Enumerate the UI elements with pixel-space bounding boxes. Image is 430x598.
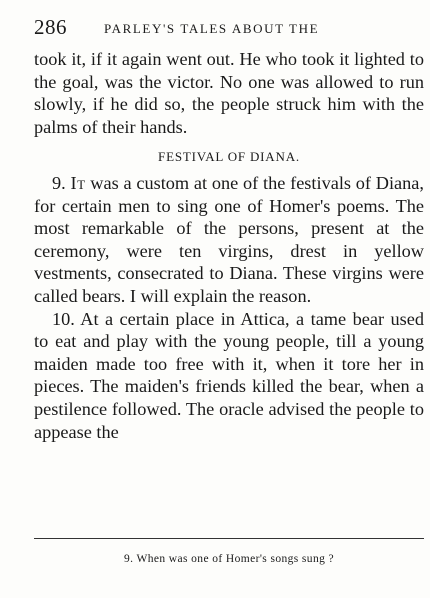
section-heading: FESTIVAL OF DIANA. xyxy=(158,149,300,165)
paragraph-10: 10. At a certain place in Attica, a tame bear used to eat and play with the young people, till a young maiden made too free with it, when it tore her in pieces. The maiden's friends killed the bear, when a pestilence followed. The oracle advised the people to appease the xyxy=(34,308,424,442)
footnote-divider xyxy=(34,538,424,539)
paragraph-9-lead-word: It xyxy=(70,172,86,193)
body-text xyxy=(34,48,424,443)
running-head xyxy=(34,15,424,39)
study-question: 9. When was one of Homer's songs sung ? xyxy=(123,553,335,565)
paragraph-9 xyxy=(34,172,424,308)
paragraph-9-text: was a custom at one of the festivals of Diana, for certain men to sing one of Homer's poems. The most remarkable of the persons, present at the ceremony, were ten virgins, drest in yellow vestments, consecrated to Diana. These virgins were called bears. I will explain the reason. xyxy=(34,172,424,306)
paragraph-9-number: 9. xyxy=(52,172,66,193)
paragraph-continued: took it, if it again went out. He who took it lighted to the goal, was the victor. No one was allowed to run slowly, if he did so, the people struck him with the palms of their hands. xyxy=(34,49,424,137)
running-title: PARLEY'S TALES ABOUT THE xyxy=(104,21,320,36)
page-number: 286 xyxy=(34,15,67,39)
